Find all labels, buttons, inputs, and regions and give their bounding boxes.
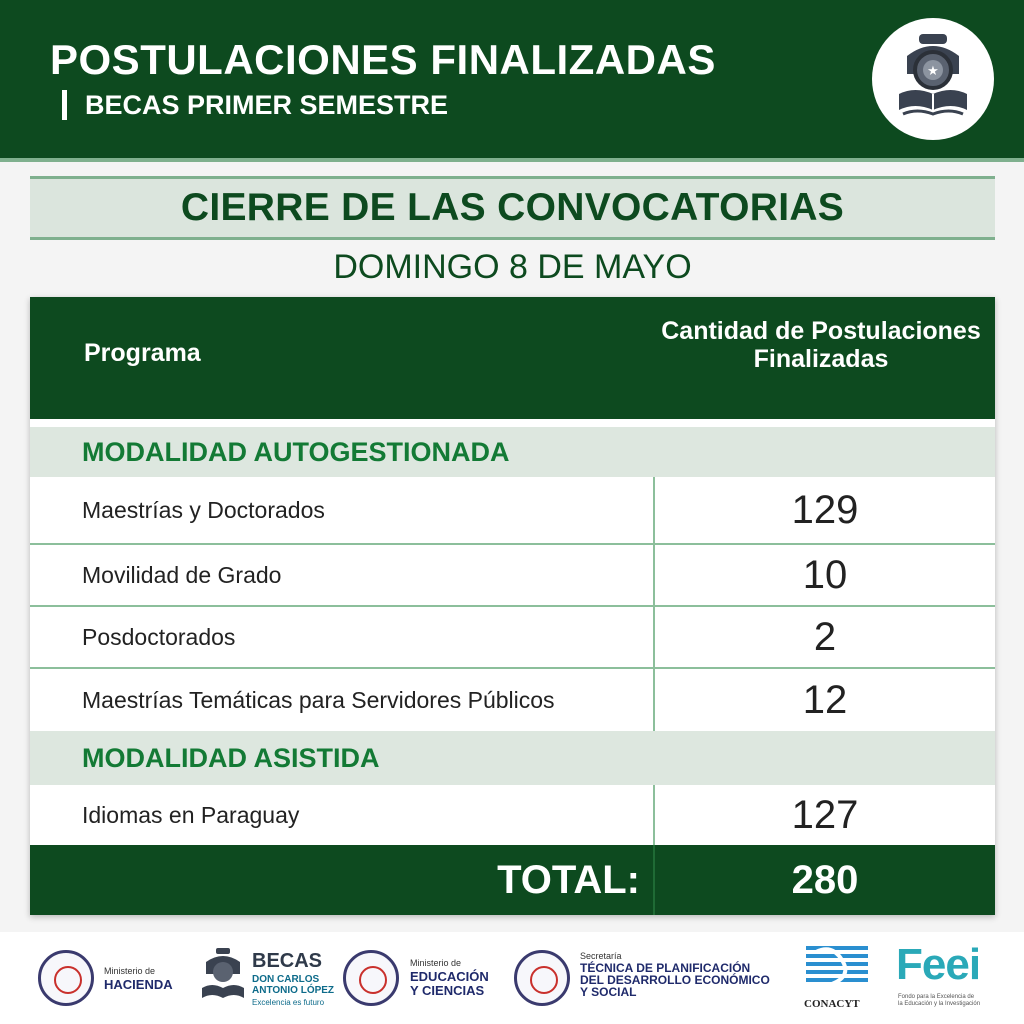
- header-bar: [0, 0, 1024, 158]
- row-count: 10: [653, 545, 995, 605]
- table-row: [30, 607, 995, 669]
- becal-book-icon: [893, 32, 973, 124]
- page-subtitle: BECAS PRIMER SEMESTRE: [62, 90, 448, 120]
- section-asistida: MODALIDAD ASISTIDA: [30, 731, 995, 785]
- row-count: 2: [653, 607, 995, 667]
- row-program: Posdoctorados: [82, 623, 236, 650]
- becas-subtitle: DON CARLOS ANTONIO LÓPEZ: [252, 974, 335, 996]
- section-autogestionada: MODALIDAD AUTOGESTIONADA: [30, 427, 995, 477]
- becas-tagline: Excelencia es futuro: [252, 998, 325, 1007]
- row-count: 129: [653, 477, 995, 543]
- svg-text:★: ★: [927, 64, 939, 79]
- results-table: [30, 297, 995, 915]
- row-count: 127: [653, 785, 995, 845]
- header-program: Programa: [84, 339, 201, 367]
- becas-name: BECAS: [252, 950, 323, 972]
- header-count: Cantidad de Postulaciones Finalizadas: [661, 317, 981, 373]
- total-label: TOTAL:: [497, 858, 640, 902]
- row-program: Maestrías y Doctorados: [82, 496, 325, 523]
- feei-name: Feei: [896, 940, 981, 989]
- table-row: [30, 545, 995, 607]
- conacyt-name: CONACYT: [804, 998, 860, 1010]
- row-program: Idiomas en Paraguay: [82, 801, 300, 828]
- feei-subtitle: Fondo para la Excelencia de la Educación y la Investigación: [898, 994, 981, 1007]
- closing-date: DOMINGO 8 DE MAYO: [333, 248, 692, 286]
- table-row: [30, 785, 995, 845]
- table-row: [30, 669, 995, 731]
- table-header: [30, 297, 995, 419]
- hacienda-logo: Ministerio de HACIENDA: [104, 966, 173, 992]
- footer-logos: [0, 932, 1024, 1024]
- table-row: [30, 477, 995, 545]
- total-value: 280: [653, 845, 995, 915]
- conacyt-logo-icon: [802, 940, 872, 996]
- becas-logo-icon: [200, 948, 246, 1006]
- closing-banner: [30, 176, 995, 240]
- row-program: Maestrías Temáticas para Servidores Públicos: [82, 686, 555, 713]
- row-program: Movilidad de Grado: [82, 561, 282, 588]
- hacienda-seal-icon: [38, 950, 94, 1006]
- becal-logo: [872, 18, 994, 140]
- banner-title: CIERRE DE LAS CONVOCATORIAS: [180, 186, 845, 229]
- total-row: [30, 845, 995, 915]
- page-title: POSTULACIONES FINALIZADAS: [50, 36, 716, 83]
- stp-seal-icon: [514, 950, 570, 1006]
- row-count: 12: [653, 669, 995, 731]
- educacion-logo: Ministerio de EDUCACIÓN Y CIENCIAS: [410, 958, 489, 998]
- educacion-seal-icon: [343, 950, 399, 1006]
- stp-logo: Secretaría TÉCNICA DE PLANIFICACIÓN DEL DESARROLLO ECONÓMICO Y SOCIAL: [580, 951, 770, 999]
